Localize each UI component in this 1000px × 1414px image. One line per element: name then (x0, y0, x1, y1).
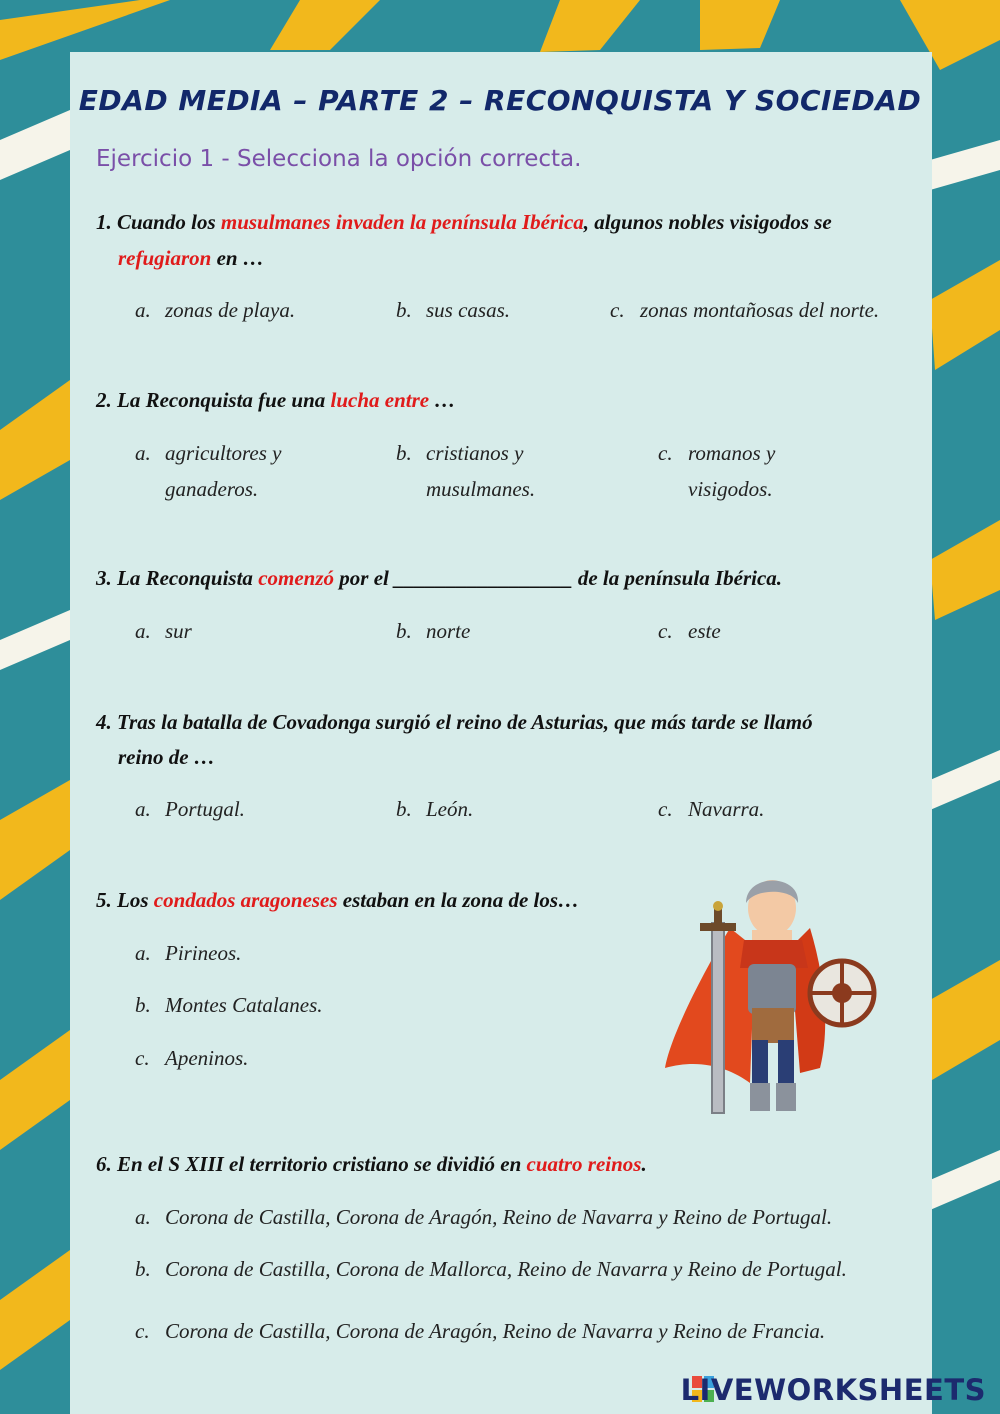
option-2a[interactable]: a. agricultores y ganaderos. (135, 441, 282, 501)
option-2c[interactable]: c. romanos y visigodos. (658, 441, 776, 501)
highlight: musulmanes invaden la península Ibérica (220, 210, 584, 234)
exercise-instruction: Ejercicio 1 - Selecciona la opción correcta. (96, 146, 582, 172)
option-1b[interactable]: b. sus casas. (396, 298, 511, 322)
question-1-cont: refugiaron en … (118, 246, 264, 270)
option-3c[interactable]: c. este (658, 619, 721, 643)
question-5: 5. Los condados aragoneses estaban en la zona de los… (96, 888, 580, 912)
page-title: EDAD MEDIA – PARTE 2 – RECONQUISTA Y SOCIEDAD (78, 84, 922, 117)
knight-illustration (660, 868, 880, 1118)
option-5b[interactable]: b. Montes Catalanes. (135, 993, 323, 1017)
highlight: condados aragoneses (153, 888, 338, 912)
question-4: 4. Tras la batalla de Covadonga surgió el reino de Asturias, que más tarde se llamó (96, 710, 813, 734)
option-2b[interactable]: b. cristianos y musulmanes. (396, 441, 536, 501)
brand-wordmark[interactable]: LIVEWORKSHEETS (680, 1373, 986, 1407)
question-6: 6. En el S XIII el territorio cristiano se dividió en cuatro reinos. (96, 1152, 647, 1176)
question-1: 1. Cuando los musulmanes invaden la península Ibérica, algunos nobles visigodos se (96, 210, 832, 234)
question-2: 2. La Reconquista fue una lucha entre … (96, 388, 456, 412)
option-4b[interactable]: b. León. (396, 797, 474, 821)
option-4a[interactable]: a. Portugal. (135, 797, 245, 821)
highlight: comenzó (258, 566, 335, 590)
option-6c[interactable]: c. Corona de Castilla, Corona de Aragón, Reino de Navarra y Reino de Francia. (135, 1319, 826, 1343)
option-6a[interactable]: a. Corona de Castilla, Corona de Aragón, Reino de Navarra y Reino de Portugal. (135, 1205, 833, 1229)
option-5a[interactable]: a. Pirineos. (135, 941, 242, 965)
option-3a[interactable]: a. sur (135, 619, 192, 643)
highlight: lucha entre (330, 388, 430, 412)
option-1c[interactable]: c. zonas montañosas del norte. (610, 298, 880, 322)
option-6b[interactable]: b. Corona de Castilla, Corona de Mallorca, Reino de Navarra y Reino de Portugal. (135, 1257, 847, 1281)
option-5c[interactable]: c. Apeninos. (135, 1046, 249, 1070)
option-3b[interactable]: b. norte (396, 619, 471, 643)
question-3: 3. La Reconquista comenzó por el _________________ de la península Ibérica. (96, 566, 783, 590)
option-4c[interactable]: c. Navarra. (658, 797, 765, 821)
question-4-cont: reino de … (118, 745, 215, 769)
highlight: cuatro reinos (526, 1152, 642, 1176)
highlight: refugiaron (118, 246, 212, 270)
option-1a[interactable]: a. zonas de playa. (135, 298, 296, 322)
